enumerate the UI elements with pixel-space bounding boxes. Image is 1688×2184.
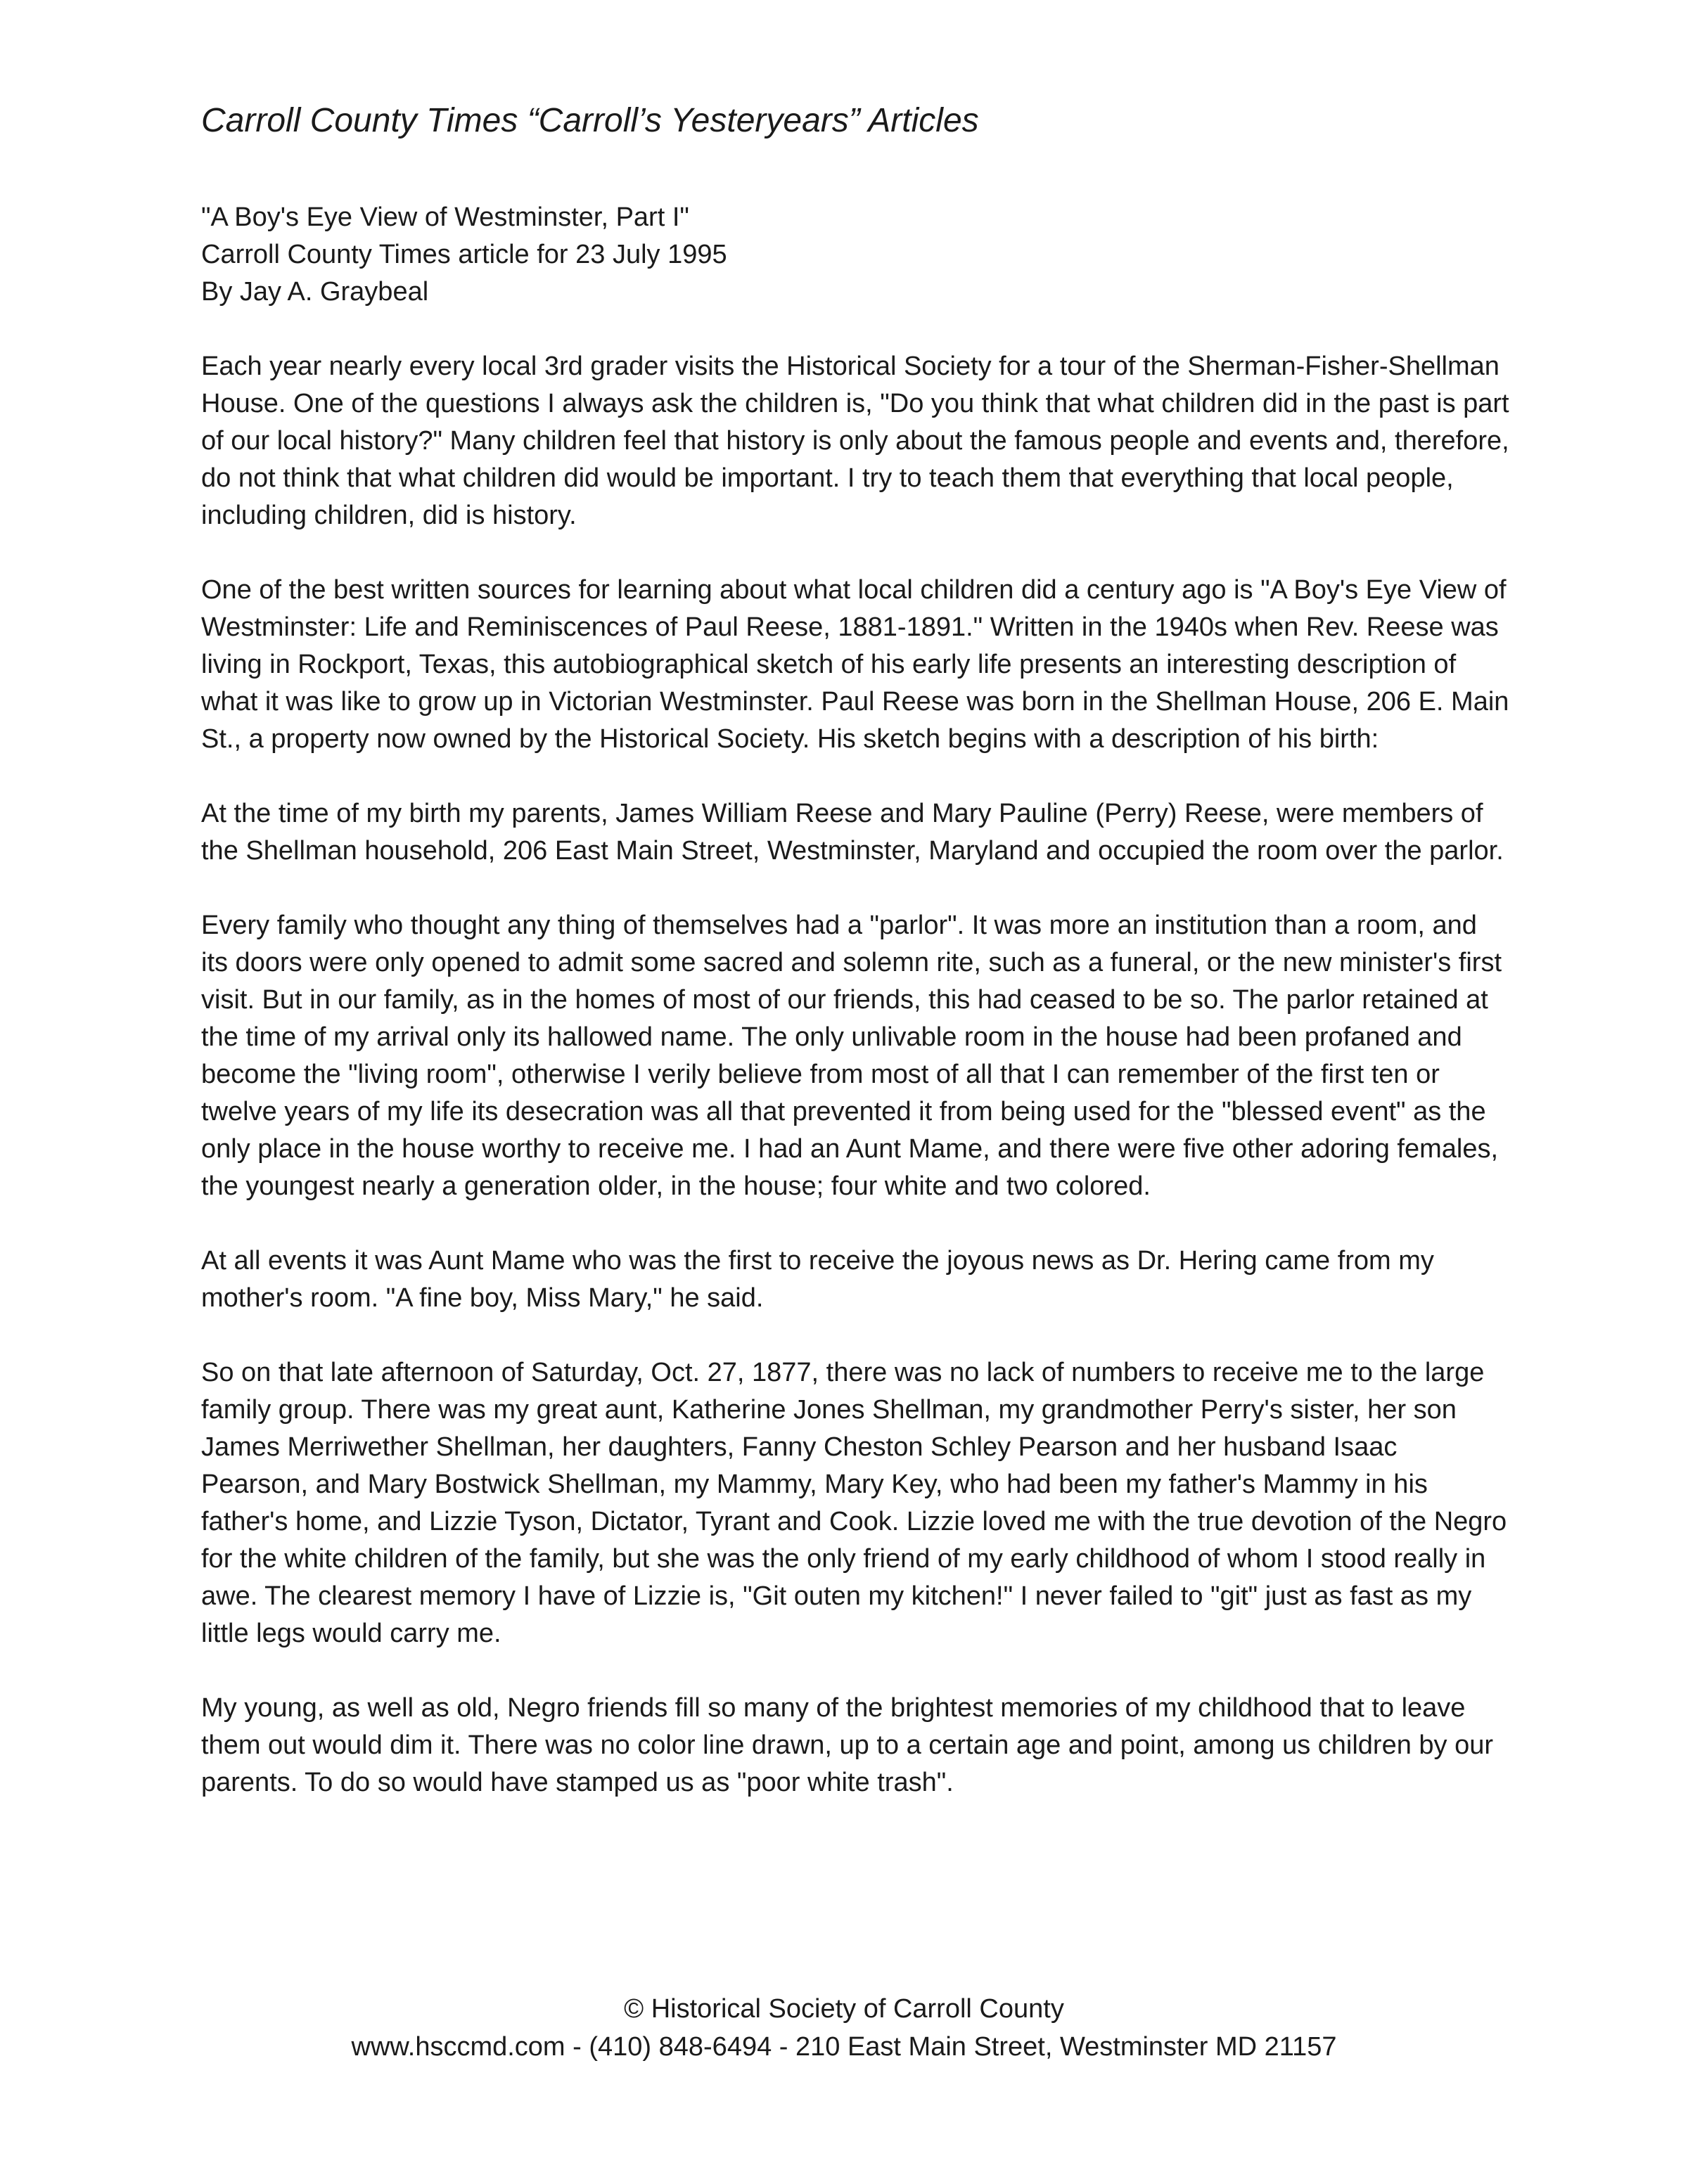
paragraph: At all events it was Aunt Mame who was the first to receive the joyous news as Dr. Hering came from my mother's room. "A fine boy, Miss Mary," he said. [201, 1246, 1434, 1313]
page-footer [0, 1990, 1688, 2066]
article-meta [201, 199, 1509, 311]
footer-copyright: © Historical Society of Carroll County [624, 1994, 1064, 2024]
article-byline: By Jay A. Graybeal [201, 277, 429, 307]
paragraph: My young, as well as old, Negro friends fill so many of the brightest memories of my childhood that to leave them out would dim it. There was no color line drawn, up to a certain age and point, among us children by our parents. To do so would have stamped us as "poor white trash". [201, 1693, 1494, 1797]
series-title: Carroll County Times “Carroll’s Yesteryears” Articles [201, 102, 979, 139]
article-source: Carroll County Times article for 23 July 1995 [201, 240, 727, 269]
paragraph: At the time of my birth my parents, James William Reese and Mary Pauline (Perry) Reese, were members of the Shellman household, 206 East Main Street, Westminster, Maryland and occupied the room over the parlor. [201, 799, 1504, 866]
footer-contact: www.hsccmd.com - (410) 848-6494 - 210 East Main Street, Westminster MD 21157 [351, 2032, 1337, 2062]
paragraph: Every family who thought any thing of themselves had a "parlor". It was more an institution than a room, and its doors were only opened to admit some sacred and solemn rite, such as a funeral, or the new minister's first visit. But in our family, as in the homes of most of our friends, this had ceased to be so. The parlor retained at the time of my arrival only its hallowed name. The only unlivable room in the house had been profaned and become the "living room", otherwise I verily believe from most of all that I can remember of the first ten or twelve years of my life its desecration was all that prevented it from being used for the "blessed event" as the only place in the house worthy to receive me. I had an Aunt Mame, and there were five other adoring females, the youngest nearly a generation older, in the house; four white and two colored. [201, 911, 1502, 1201]
paragraph: Each year nearly every local 3rd grader visits the Historical Society for a tour of the Sherman-Fisher-Shellman House. One of the questions I always ask the children is, "Do you think that what children did in the past is part of our local history?" Many children feel that history is only about the famous people and events and, therefore, do not think that what children did would be important. I try to teach them that everything that local people, including children, did is history. [201, 352, 1509, 530]
paragraph: One of the best written sources for learning about what local children did a century ago is "A Boy's Eye View of Westminster: Life and Reminiscences of Paul Reese, 1881-1891." Written in the 1940s when Rev. Reese was living in Rockport, Texas, this autobiographical sketch of his early life presents an interesting description of what it was like to grow up in Victorian Westminster. Paul Reese was born in the Shellman House, 206 E. Main St., a property now owned by the Historical Society. His sketch begins with a description of his birth: [201, 575, 1509, 754]
paragraph: So on that late afternoon of Saturday, Oct. 27, 1877, there was no lack of numbers to receive me to the large family group. There was my great aunt, Katherine Jones Shellman, my grandmother Perry's sister, her son James Merriwether Shellman, her daughters, Fanny Cheston Schley Pearson and her husband Isaac Pearson, and Mary Bostwick Shellman, my Mammy, Mary Key, who had been my father's Mammy in his father's home, and Lizzie Tyson, Dictator, Tyrant and Cook. Lizzie loved me with the true devotion of the Negro for the white children of the family, but she was the only friend of my early childhood of whom I stood really in awe. The clearest memory I have of Lizzie is, "Git outen my kitchen!" I never failed to "git" just as fast as my little legs would carry me. [201, 1358, 1507, 1648]
article-body [201, 199, 1509, 1801]
article-title: "A Boy's Eye View of Westminster, Part I" [201, 203, 689, 232]
